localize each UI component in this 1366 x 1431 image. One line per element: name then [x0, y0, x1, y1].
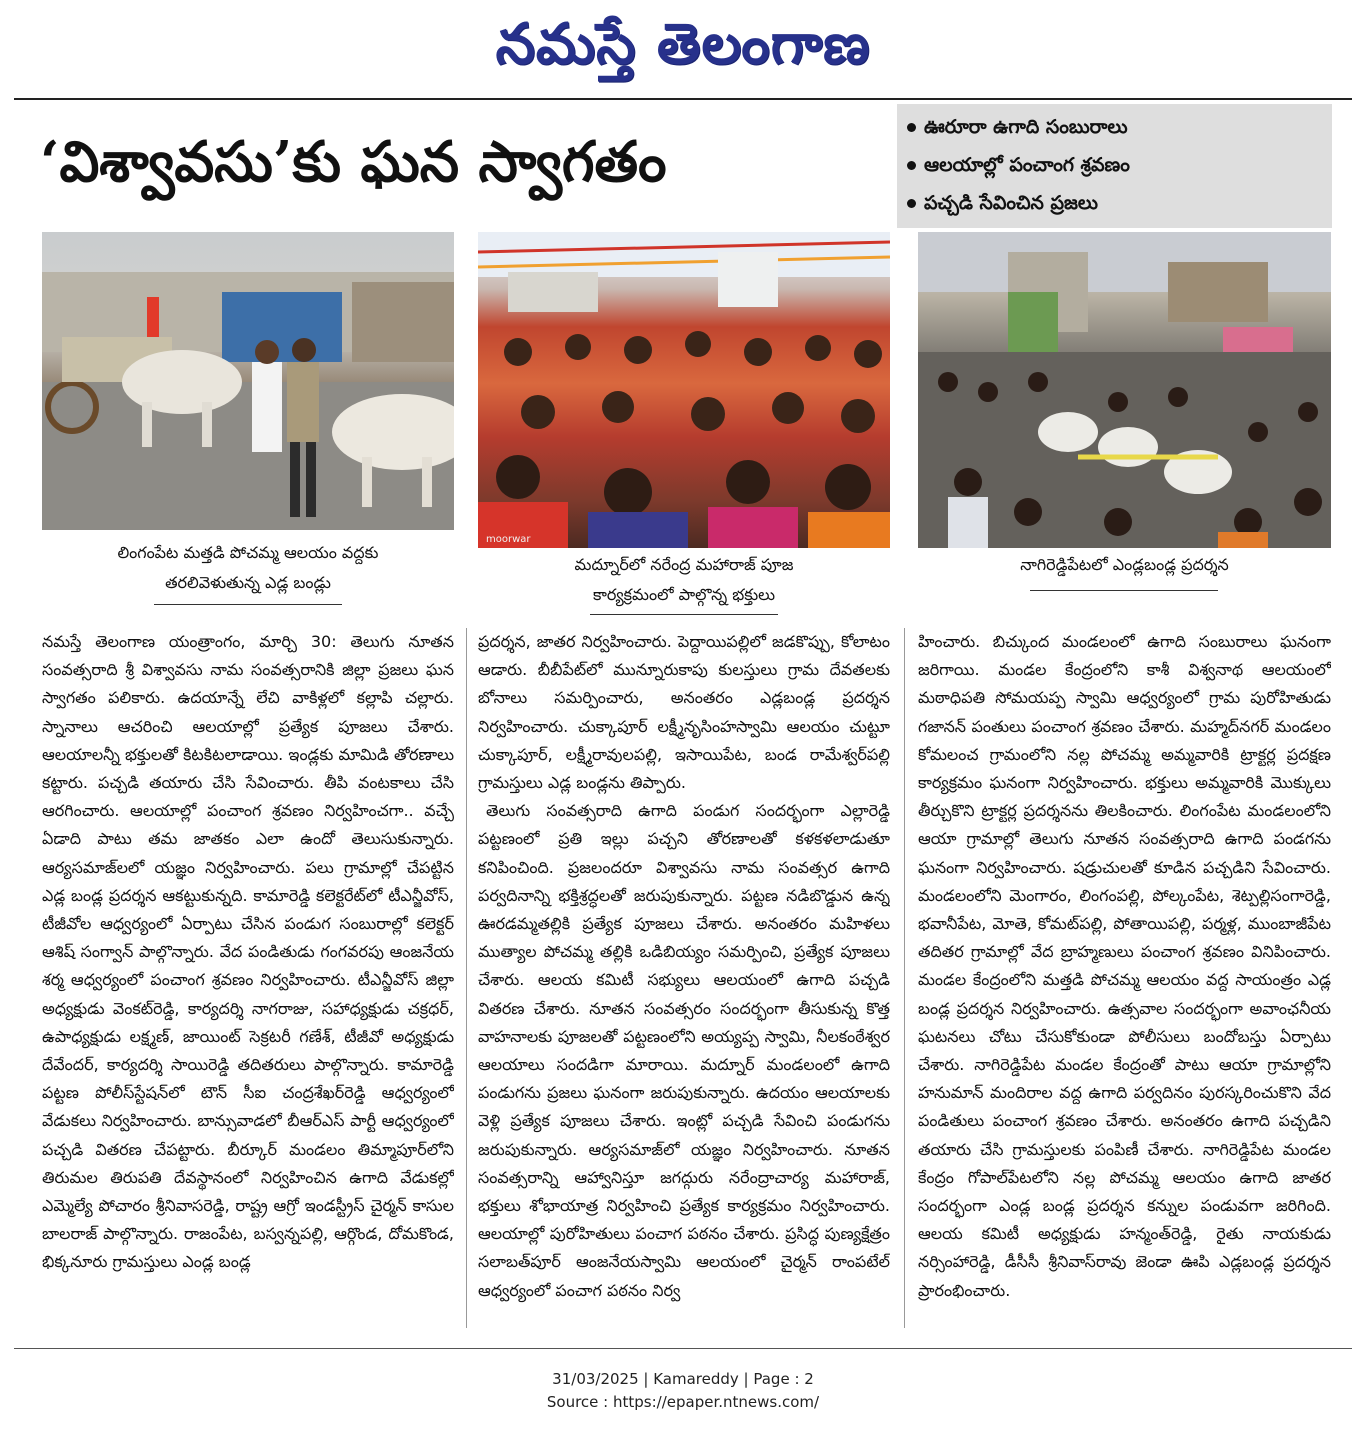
- footer-source-link[interactable]: Source : https://epaper.ntnews.com/: [546, 1393, 820, 1411]
- procession-photo: [918, 232, 1331, 548]
- masthead-rule: [14, 98, 1352, 100]
- bullet-icon: [907, 199, 916, 208]
- caption-line: నాగిరెడ్డిపేటలో ఎండ్లబండ్ల ప్రదర్శన: [1020, 555, 1229, 574]
- article-paragraph: నమస్తే తెలంగాణ యంత్రాంగం, మార్చి 30: తెలుగు నూతన సంవత్సరాది శ్రీ విశ్వావసు నామ సంవత్సరానికి జిల్లా ప్రజలు ఘన స్వాగతం పలికారు. ఉదయాన్నే లేచి వాకిళ్లలో కల్లాపి చల్లారు. స్నానాలు ఆచరించి ఆలయాల్లో ప్రత్యేక పూజలు చేశారు. ఆలయాలన్నీ భక్తులతో కిటకిటలాడాయి. ఇండ్లకు మామిడి తోరణాలు కట్టారు. పచ్చడి తయారు చేసి సేవించారు. తీపి వంటకాలు చేసి ఆరగించారు. ఆలయాల్లో పంచాంగ శ్రవణం నిర్వహించగా.. వచ్చే ఏడాది పాటు తమ జాతకం ఎలా ఉందో తెలుసుకున్నారు. ఆర్యసమాజ్‌లలో యజ్ఞం నిర్వహించారు. పలు గ్రామాల్లో చేపట్టిన ఎడ్ల బండ్ల ప్రదర్శన ఆకట్టుకున్నది. కామారెడ్డి కలెక్టరేట్‌లో టీఎన్జీవోస్, టీజీవోల ఆధ్వర్యంలో ఏర్పాటు చేసిన పండుగ సంబురాల్లో కలెక్టర్ ఆశిష్ సంగ్వాన్ పాల్గొన్నారు. వేద పండితుడు గంగవరపు ఆంజనేయ శర్మ ఆధ్వర్యంలో పంచాంగ శ్రవణం నిర్వహించారు. టీఎన్జీవోస్ జిల్లా అధ్యక్షుడు వెంకట్‌రెడ్డి, కార్యదర్శి నాగరాజు, సహాధ్యక్షుడు చక్రధర్, ఉపాధ్యక్షుడు లక్ష్మణ్, జాయింట్ సెక్రటరీ గణేశ్, టీజీవో అధ్యక్షుడు దేవేందర్, కార్యదర్శి సాయిరెడ్డి తదితరులు పాల్గొన్నారు. కామారెడ్డి పట్టణ పోలీస్‌స్టేషన్‌లో టౌన్ సీఐ చంద్రశేఖర్‌రెడ్డి ఆధ్వర్యంలో వేడుకలు నిర్వహించారు. బాన్సువాడలో బీఆర్‌ఎస్ పార్టీ ఆధ్వర్యంలో పచ్చడి వితరణ చేపట్టారు. బీర్కూర్ మండలం తిమ్మాపూర్‌లోని తిరుమల తిరుపతి దేవస్థానంలో నిర్వహించిన ఉగాది వేడుకల్లో ఎమ్మెల్యే పోచారం శ్రీనివాసరెడ్డి, రాష్ట్ర ఆగ్రో ఇండస్ట్రీస్ చైర్మన్ కాసుల బాలరాజ్ పాల్గొన్నారు. రాజంపేట, బస్వన్నపల్లి, ఆర్గొండ, దోమకొండ, భిక్కనూరు గ్రామస్తులు ఎండ్ల బండ్ల: [42, 632, 454, 1272]
- bullock-cart-photo: [42, 232, 454, 530]
- caption-line: కార్యక్రమంలో పాల్గొన్న భక్తులు: [592, 585, 776, 604]
- caption-rule: [154, 604, 342, 605]
- footer-rule: [14, 1348, 1352, 1349]
- article-paragraph: తెలుగు సంవత్సరాది ఉగాది పండుగ సందర్భంగా ఎల్లారెడ్డి పట్టణంలో ప్రతి ఇల్లు పచ్చని తోరణాలతో కళకళలాడుతూ కనిపించింది. ప్రజలందరూ విశ్వావసు నామ సంవత్సర ఉగాది పర్వదినాన్ని భక్తిశ్రద్ధలతో జరుపుకున్నారు. పట్టణ నడిబొడ్డున ఉన్న ఊరడమ్మతల్లికి ప్రత్యేక పూజలు చేశారు. అనంతరం మహిళలు ముత్యాల పోచమ్మ తల్లికి ఒడిబియ్యం సమర్పించి, ప్రత్యేక పూజలు చేశారు. ఆలయ కమిటీ సభ్యులు ఆలయంలో ఉగాది పచ్చడి వితరణ చేశారు. నూతన సంవత్సరం సందర్భంగా తీసుకున్న కొత్త వాహనాలకు పూజలతో పట్టణంలోని అయ్యప్ప స్వామి, నీలకంఠేశ్వర ఆలయాలు సందడిగా మారాయి. మద్నూర్ మండలంలో ఉగాది పండుగను ప్రజలు ఘనంగా జరుపుకున్నారు. ఉదయం ఆలయాలకు వెళ్లి ప్రత్యేక పూజలు చేశారు. ఇంట్లో పచ్చడి సేవించి పండుగను జరుపుకున్నారు. ఆర్యసమాజ్‌లో యజ్ఞం నిర్వహించారు. నూతన సంవత్సరాన్ని ఆహ్వానిస్తూ జగద్గురు నరేంద్రాచార్య మహారాజ్, భక్తులు శోభాయాత్ర నిర్వహించి ప్రత్యేక కార్యక్రమం నిర్వహించారు. ఆలయాల్లో పురోహితులు పంచాగ పఠనం చేశారు. ప్రసిద్ధ పుణ్యక్షేత్రం సలాబత్‌పూర్ ఆంజనేయస్వామి ఆలయంలో చైర్మన్ రాంపటేల్ ఆధ్వర్యంలో పంచాగ పఠనం నిర్వ: [478, 801, 890, 1300]
- masthead-title: నమస్తే తెలంగాణ: [495, 12, 871, 77]
- article-paragraph: హించారు. బిచ్కుంద మండలంలో ఉగాది సంబురాలు ఘనంగా జరిగాయి. మండల కేంద్రంలోని కాశీ విశ్వనాథ ఆలయంలో మఠాధిపతి సోమయప్ప స్వామి ఆధ్వర్యంలో గ్రామ పురోహితుడు గజానన్ పంతులు పంచాంగ శ్రవణం చేశారు. మహ్మద్‌నగర్ మండలం కోమలంచ గ్రామంలోని నల్ల పోచమ్మ అమ్మవారికి ట్రాక్టర్ల ప్రదక్షణ కార్యక్రమం ఘనంగా నిర్వహించారు. భక్తులు అమ్మవారికి మొక్కులు తీర్చుకొని ట్రాక్టర్ల ప్రదర్శనను తిలకించారు. లింగంపేట మండలంలోని ఆయా గ్రామాల్లో తెలుగు నూతన సంవత్సరాది ఉగాది పండగను ఘనంగా నిర్వహించారు. షడ్రుచులతో కూడిన పచ్చడిని సేవించారు. మండలంలోని మెంగారం, లింగంపల్లి, పోల్కంపేట, శెట్పల్లిసంగారెడ్డి, భవానీపేట, మోతె, కోమట్‌పల్లి, పోతాయిపల్లి, పర్మళ్ల, ముంబాజీపేట తదితర గ్రామాల్లో వేద బ్రాహ్మణులు పంచాంగ శ్రవణం వినిపించారు. మండల కేంద్రంలోని మత్తడి పోచమ్మ ఆలయం వద్ద సాయంత్రం ఎడ్ల బండ్ల ప్రదర్శన నిర్వహించారు. ఉత్సవాల సందర్భంగా అవాంఛనీయ ఘటనలు చోటు చేసుకోకుండా పోలీసులు బందోబస్తు ఏర్పాటు చేశారు. నాగిరెడ్డిపేట మండల కేంద్రంతో పాటు ఆయా గ్రామాల్లోని హనుమాన్ మందిరాల వద్ద ఉగాది పర్వదినం పురస్కరించుకొని వేద పండితులు పంచాంగ శ్రవణం చేశారు. అనంతరం ఉగాది పచ్చడిని తయారు చేసి గ్రామస్తులకు పంపిణీ చేశారు. నాగిరెడ్డిపేట మండల కేంద్రం గోపాల్‌పేటలోని నల్ల పోచమ్మ ఆలయం ఉగాది జాతర సందర్భంగా ఎండ్ల బండ్ల ప్రదర్శన కన్నుల పండువగా జరిగింది. ఆలయ కమిటీ అధ్యక్షుడు హన్మంత్‌రెడ్డి, రైతు నాయకుడు నర్సింహారెడ్డి, డీసీసీ శ్రీనివాస్‌రావు జెండా ఊపి ఎడ్లబండ్ల ప్రదర్శన ప్రారంభించారు.: [918, 632, 1331, 1300]
- footer-edition-info: 31/03/2025 | Kamareddy | Page : 2: [552, 1370, 814, 1388]
- caption-line: తరలివెళుతున్న ఎడ్ల బండ్లు: [165, 573, 331, 592]
- newspaper-masthead: [0, 4, 1366, 86]
- highlight-item: [907, 184, 1322, 222]
- caption-rule: [1030, 590, 1218, 591]
- photo-caption: [42, 538, 454, 598]
- headline: ‘విశ్వావసు’కు ఘన స్వాగతం: [40, 129, 667, 195]
- highlight-text: పచ్చడి సేవించిన ప్రజలు: [924, 192, 1098, 214]
- bullet-icon: [907, 123, 916, 132]
- column-divider: [904, 628, 905, 1328]
- article-column-3: [918, 628, 1331, 1328]
- highlight-text: ఊరూరా ఉగాది సంబురాలు: [924, 116, 1128, 138]
- photo-caption: [918, 550, 1331, 580]
- procession-illustration: [918, 232, 1331, 548]
- bullet-icon: [907, 161, 916, 170]
- devotees-crowd-photo: [478, 232, 890, 548]
- caption-line: లింగంపేట మత్తడి పోచమ్మ ఆలయం వద్దకు: [117, 543, 379, 562]
- devotees-crowd-illustration: [478, 232, 890, 548]
- highlight-text: ఆలయాల్లో పంచాంగ శ్రవణం: [924, 154, 1130, 176]
- highlight-item: [907, 108, 1322, 146]
- photo-caption: [478, 550, 890, 610]
- caption-rule: [590, 614, 778, 615]
- highlights-box: [897, 104, 1332, 228]
- highlight-item: [907, 146, 1322, 184]
- bullock-cart-illustration: [42, 232, 454, 530]
- article-column-1: [42, 628, 454, 1328]
- article-paragraph: ప్రదర్శన, జాతర నిర్వహించారు. పెద్దాయిపల్లిలో జడకొప్పు, కోలాటం ఆడారు. బీబీపేట్‌లో మున్నూరుకాపు కులస్తులు గ్రామ దేవతలకు బోనాలు సమర్పించారు, అనంతరం ఎడ్లబండ్ల ప్రదర్శన నిర్వహించారు. చుక్కాపూర్ లక్ష్మీనృసింహస్వామి ఆలయం చుట్టూ చుక్కాపూర్, లక్ష్మీరావులపల్లి, ఇసాయిపేట, బండ రామేశ్వర్‌పల్లి గ్రామస్తులు ఎడ్ల బండ్లను తిప్పారు.: [478, 632, 890, 793]
- photo-watermark: moorwar: [486, 534, 531, 545]
- column-divider: [466, 628, 467, 1328]
- article-column-2: [478, 628, 890, 1328]
- caption-line: మద్నూర్‌లో నరేంద్ర మహారాజ్ పూజ: [574, 555, 794, 574]
